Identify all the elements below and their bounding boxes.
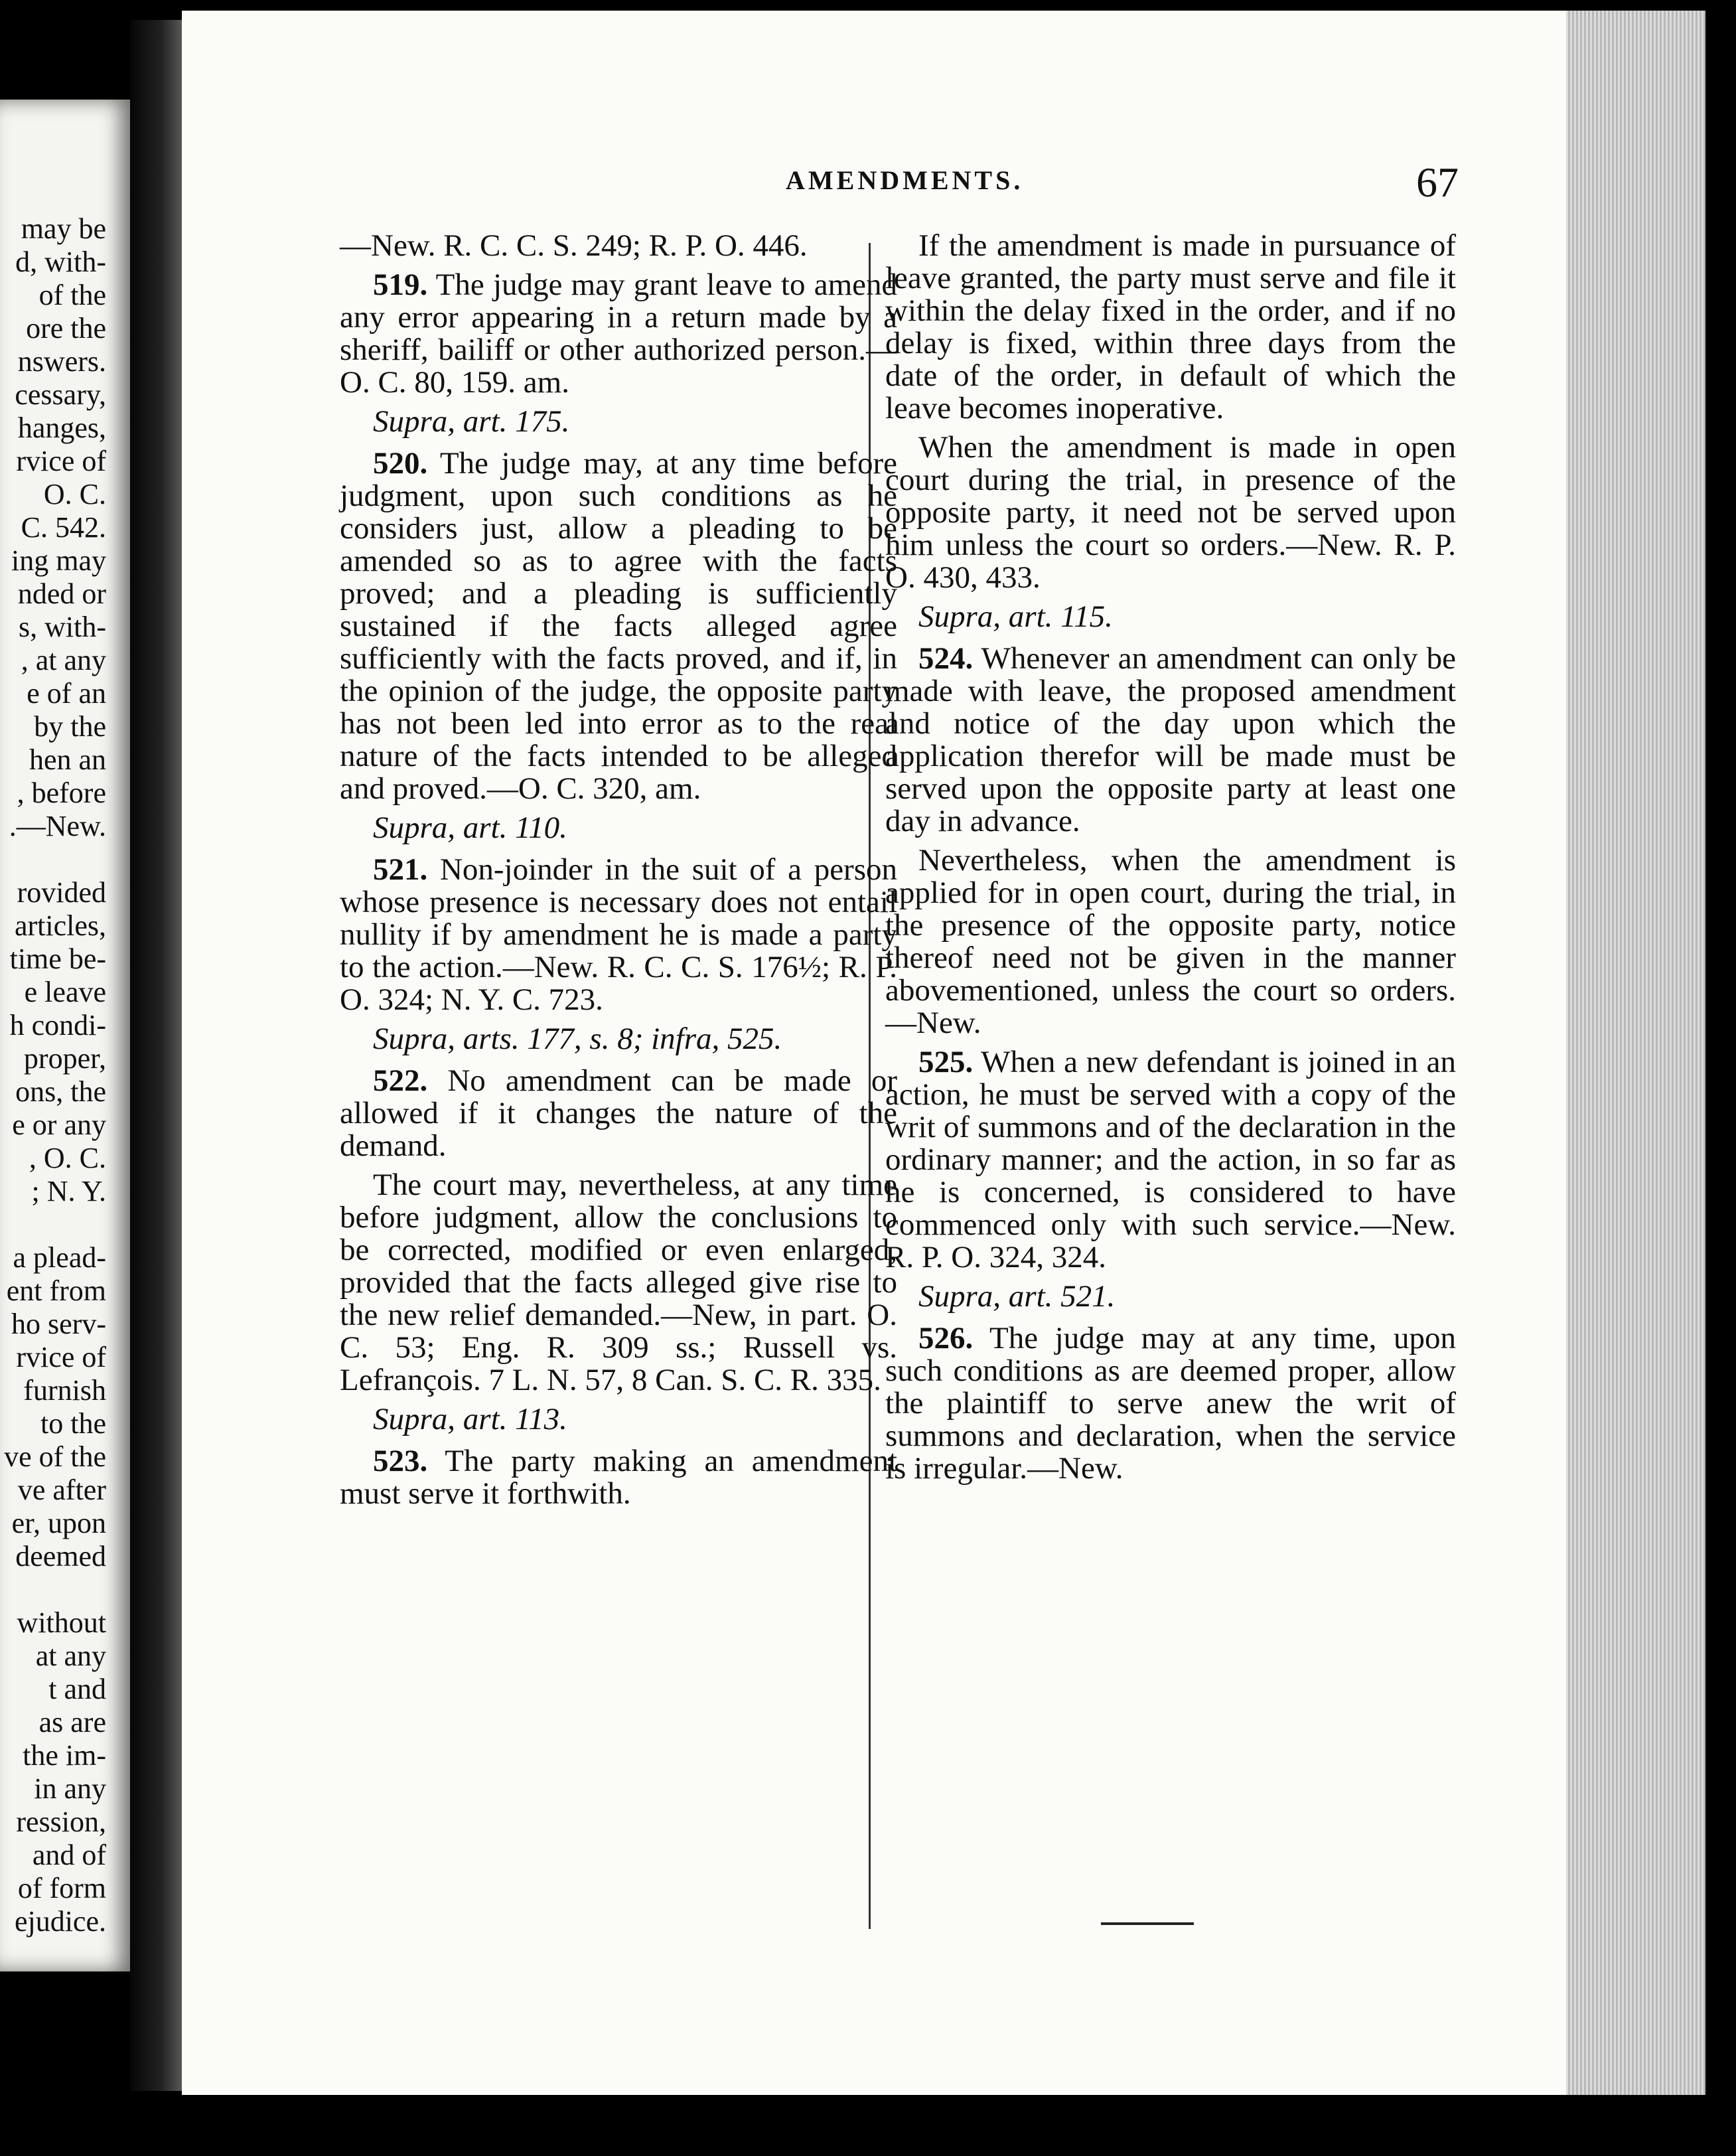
continued-citation: —New. R. C. C. S. 249; R. P. O. 446. [340,228,808,263]
facing-page-line: ejudice. [14,1905,106,1938]
facing-page-line: ve of the [4,1440,106,1473]
facing-page-line: ; N. Y. [31,1175,106,1207]
article-525 [885,1046,1456,1274]
article-text: Non-joinder in the suit of a person whose presence is necessary does not entail nullity if by amendment he is made a party to the action.—New. R. C. C. S. 176½; R. P. O. 324; N. Y. C. 723. [340,852,897,1017]
facing-page-line: O. C. [43,478,106,510]
facing-page-line: h condi- [9,1009,106,1041]
article-text: The judge may at any time, upon such conditions as are deemed proper, allow the plaintiff to serve anew the writ of summons and declaration, when the service is irregular.—New. [885,1321,1456,1486]
facing-page-line: .—New. [9,810,106,842]
facing-page-line: without [17,1606,106,1639]
facing-page-line: s, with- [19,611,106,643]
facing-page-line: ons, the [15,1075,106,1108]
facing-page-line: in any [34,1772,106,1805]
article-523-paragraph: When the amendment is made in open court during the trial, in presence of the opposite party, it need not be served upon him unless the court so orders.—New. R. P. O. 430, 433. [885,430,1456,595]
facing-page-line: e or any [12,1109,106,1141]
page-stack-edge [1566,11,1705,2095]
cross-reference: Supra, art. 521. [918,1279,1116,1314]
facing-page-line: articles, [14,909,106,942]
facing-page-fragment [0,100,133,1971]
article-text: The party making an amendment must serve it forthwith. [340,1444,897,1511]
article-number: 525. [918,1045,974,1079]
facing-page-line: furnish [23,1374,106,1407]
article-526 [885,1322,1456,1485]
article-number: 524. [918,641,974,676]
article-number: 526. [918,1321,974,1355]
facing-page-line: to the [40,1407,106,1440]
facing-page-line: rovided [17,876,106,909]
article-521 [340,854,897,1016]
cross-reference: Supra, art. 115. [918,599,1113,634]
page-number: 67 [1416,159,1459,206]
article-number: 520. [373,446,428,481]
article-text: The judge may grant leave to amend any error appearing in a return made by a sheriff, bailiff or other authorized person.—O. C. 80, 159. am. [340,268,897,400]
facing-page-line: of the [38,279,106,311]
facing-page-line: ent from [6,1274,106,1307]
facing-page-line: nswers. [17,345,106,378]
facing-page-line: ression, [16,1806,106,1838]
article-520 [340,447,897,805]
article-text: When a new defendant is joined in an action, he must be served with a copy of the writ of summons and of the declaration in the ordinary manner; and the action, in so far as he is concerned, is considered to have commenced only with such service.—New. R. P. O. 324, 324. [885,1045,1456,1274]
article-523-paragraph: If the amendment is made in pursuance of leave granted, the party must serve and file it within the delay fixed in the order, and if no delay is fixed, within three days from the date of the order, in default of which the leave becomes inoperative. [885,228,1456,425]
facing-page-line: nded or [17,578,106,610]
cross-reference: Supra, arts. 177, s. 8; infra, 525. [373,1022,782,1056]
cross-reference: Supra, art. 113. [373,1402,567,1436]
facing-page-line: deemed [15,1540,106,1573]
article-text: Whenever an amendment can only be made with leave, the proposed amendment and notice of the day upon which the application therefor will be made must be served upon the opposite party at least one day in advance. [885,641,1456,838]
article-524-paragraph: Nevertheless, when the amendment is applied for in open court, during the trial, in the presence of the opposite party, notice thereof need not be given in the manner abovementioned, unless the court so orders.—New. [885,843,1456,1040]
facing-page-line: ore the [26,312,106,345]
facing-page-line: ing may [11,544,106,577]
book-page [182,11,1648,2095]
facing-page-line: by the [34,710,106,743]
article-523 [340,1445,897,1510]
facing-page-line: cessary, [15,378,106,411]
facing-page-line: ve after [17,1474,106,1506]
article-522-paragraph: The court may, nevertheless, at any time before judgment, allow the conclusions to be corrected, modified or even enlarged, provided that the facts alleged give rise to the new relief demanded.—New, in part. O. C. 53; Eng. R. 309 ss.; Russell vs. Lefrançois. 7 L. N. 57, 8 Can. S. C. R. 335. [340,1168,897,1397]
article-text: No amendment can be made or allowed if it changes the nature of the demand. [340,1063,897,1163]
facing-page-line: the im- [23,1739,106,1772]
facing-page-line: , before [17,777,106,809]
article-number: 523. [373,1444,428,1478]
article-524 [885,643,1456,838]
article-number: 521. [373,852,428,887]
running-head: AMENDMENTS. [786,165,1024,195]
facing-page-line: ho serv- [11,1308,106,1340]
facing-page-line: rvice of [16,1341,106,1373]
facing-page-line: , at any [21,644,106,676]
facing-page-line: e of an [27,677,106,710]
book-gutter [130,20,187,2091]
facing-page-line: rvice of [16,445,106,477]
facing-page-line: , O. C. [29,1142,106,1174]
facing-page-line: and of [32,1839,106,1871]
article-519 [340,269,897,399]
cross-reference: Supra, art. 175. [373,404,570,439]
facing-page-line: a plead- [13,1241,106,1274]
left-column [340,230,897,1517]
facing-page-line: at any [35,1640,106,1672]
facing-page-line: t and [48,1673,106,1705]
right-column [885,230,1456,1492]
facing-page-line: proper, [23,1042,106,1075]
facing-page-line: as are [38,1706,106,1738]
facing-page-line: may be [21,212,106,245]
article-number: 522. [373,1063,428,1098]
cross-reference: Supra, art. 110. [373,810,567,845]
article-number: 519. [373,268,428,302]
facing-page-line: er, upon [11,1507,106,1539]
facing-page-line: e leave [24,976,106,1008]
facing-page-line: d, with- [15,246,106,278]
article-text: The judge may, at any time before judgment, upon such conditions as he considers just, allow a pleading to be amended so as to agree with the facts proved; and a pleading is sufficiently sustained if the facts alleged agree sufficiently with the facts proved, and if, in the opinion of the judge, the opposite party has not been led into error as to the real nature of the facts intended to be alleged and proved.—O. C. 320, am. [340,446,897,806]
facing-page-line: time be- [9,943,106,975]
section-end-rule [1101,1922,1194,1925]
facing-page-line: hanges, [17,412,106,444]
facing-page-line: hen an [29,743,106,776]
facing-page-line: of form [17,1872,106,1904]
facing-page-line: C. 542. [21,511,106,544]
article-522 [340,1065,897,1162]
